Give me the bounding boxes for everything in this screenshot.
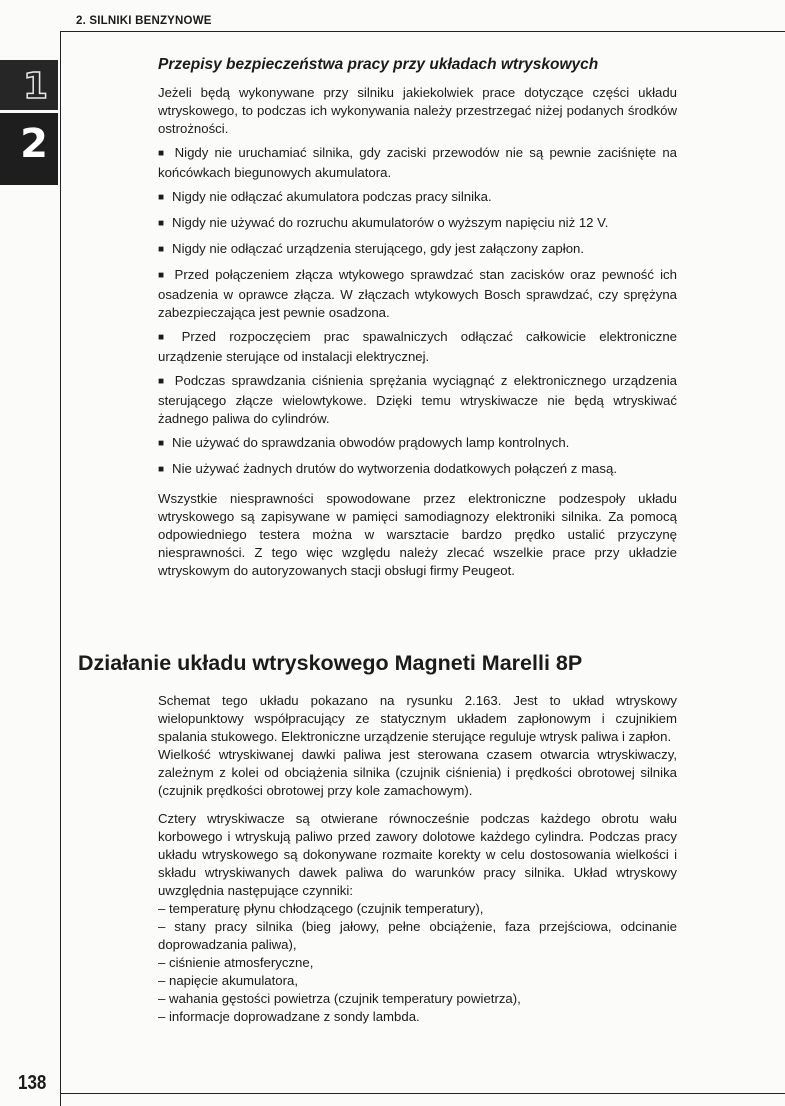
chapter-tab-2	[0, 113, 58, 185]
chapter-tab-1	[0, 60, 58, 110]
bullet-square-icon: ■	[158, 438, 165, 449]
bullet-item	[158, 434, 677, 454]
operation-section	[158, 692, 677, 1026]
bullet-text: Nigdy nie używać do rozruchu akumulatorów o wyższym napięciu niż 12 V.	[172, 215, 609, 230]
bullet-text: Podczas sprawdzania ciśnienia sprężania wyciągnąć z elektronicznego urządzenia sterującego złącze wielowtykowe. Dzięki temu wtryskiwacze nie będą wtryskiwać żadnego paliwa do cylindrów.	[158, 373, 677, 426]
bullet-square-icon: ■	[158, 218, 165, 229]
paragraph: Wielkość wtryskiwanej dawki paliwa jest sterowana czasem otwarcia wtryskiwaczy, zależnym z kolei od obciążenia silnika (czujnik ciśnienia) i prędkości obrotowej silnika (czujnik prędkości obrotowej przy kole zamachowym).	[158, 747, 677, 798]
bullet-square-icon: ■	[158, 332, 174, 343]
bullet-item	[158, 266, 677, 322]
paragraph: Cztery wtryskiwacze są otwierane równocześnie podczas każdego obrotu wału korbowego i wtryskują paliwo przed zawory dolotowe każdego cylindra. Podczas pracy układu wtryskowego są dokonywane rozmaite korekty w celu dostosowania wielkości i składu wtryskiwanych dawek paliwa do warunków pracy silnika. Układ wtryskowy uwzględnia następujące czynniki:	[158, 811, 677, 898]
paragraph: Wszystkie niesprawności spowodowane przez elektroniczne podzespoły układu wtryskowego są zapisywane w pamięci samodiagnozy elektroniki silnika. Za pomocą odpowiedniego testera można w warsztacie bardzo prędko ustalić przyczynę niesprawności. Z tego więc względu należy zlecać wszelkie prace przy układzie wtryskowym do autoryzowanych stacji obsługi firmy Peugeot.	[158, 491, 677, 578]
bullet-square-icon: ■	[158, 464, 165, 475]
bullet-item	[158, 240, 677, 260]
list-item: – stany pracy silnika (bieg jałowy, pełne obciążenie, faza przejściowa, odcinanie doprowadzania paliwa),	[158, 919, 677, 952]
list-item: – ciśnienie atmosferyczne,	[158, 955, 314, 970]
bullet-text: Nie używać żadnych drutów do wytworzenia dodatkowych połączeń z masą.	[172, 461, 617, 476]
bullet-text: Nie używać do sprawdzania obwodów prądowych lamp kontrolnych.	[172, 435, 570, 450]
chapter-tab-number: 2	[20, 121, 48, 167]
bullet-text: Przed połączeniem złącza wtykowego sprawdzać stan zacisków oraz pewność ich osadzenia w oprawce złącza. W złączach wtykowych Bosch sprawdzać, czy sprężyna zabezpieczająca jest pewnie osadzona.	[158, 267, 677, 320]
left-margin-rule	[60, 31, 61, 1106]
bullet-text: Nigdy nie uruchamiać silnika, gdy zaciski przewodów nie są pewnie zaciśnięte na końcówkach biegunowych akumulatora.	[158, 145, 677, 180]
list-item: – wahania gęstości powietrza (czujnik temperatury powietrza),	[158, 991, 521, 1006]
bullet-square-icon: ■	[158, 376, 167, 387]
bullet-text: Przed rozpoczęciem prac spawalniczych odłączać całkowicie elektroniczne urządzenie sterujące od instalacji elektrycznej.	[158, 329, 677, 364]
bullet-item	[158, 372, 677, 428]
bullet-item	[158, 144, 677, 182]
bullet-square-icon: ■	[158, 244, 165, 255]
bullet-text: Nigdy nie odłączać akumulatora podczas pracy silnika.	[172, 189, 492, 204]
section-title: Przepisy bezpieczeństwa pracy przy układach wtryskowych	[158, 56, 599, 73]
list-item: – informacje doprowadzane z sondy lambda.	[158, 1009, 420, 1024]
bullet-text: Nigdy nie odłączać urządzenia sterującego, gdy jest załączony zapłon.	[172, 241, 585, 256]
page-number: 138	[18, 1072, 47, 1094]
bullet-item	[158, 460, 677, 480]
list-item: – temperaturę płynu chłodzącego (czujnik temperatury),	[158, 901, 484, 916]
paragraph: Jeżeli będą wykonywane przy silniku jakiekolwiek prace dotyczące części układu wtryskowego, to podczas ich wykonywania należy przestrzegać niżej podanych środków ostrożności.	[158, 85, 677, 136]
bullet-square-icon: ■	[158, 270, 167, 281]
bullet-square-icon: ■	[158, 148, 167, 159]
paragraph: Schemat tego układu pokazano na rysunku 2.163. Jest to układ wtryskowy wielopunktowy współpracujący ze statycznym układem zapłonowym i czujnikiem spalania stukowego. Elektroniczne urządzenie sterujące reguluje wtrysk paliwa i zapłon.	[158, 693, 677, 744]
chapter-tab-number: 1	[22, 66, 48, 107]
bullet-item	[158, 188, 677, 208]
section-heading: Działanie układu wtryskowego Magneti Marelli 8P	[78, 651, 583, 675]
header-rule	[60, 31, 785, 32]
list-item: – napięcie akumulatora,	[158, 973, 299, 988]
bullet-item	[158, 214, 677, 234]
chapter-header: 2. SILNIKI BENZYNOWE	[76, 15, 212, 27]
bullet-square-icon: ■	[158, 192, 165, 203]
bottom-rule	[60, 1093, 785, 1094]
safety-section	[158, 56, 677, 580]
bullet-item	[158, 328, 677, 366]
